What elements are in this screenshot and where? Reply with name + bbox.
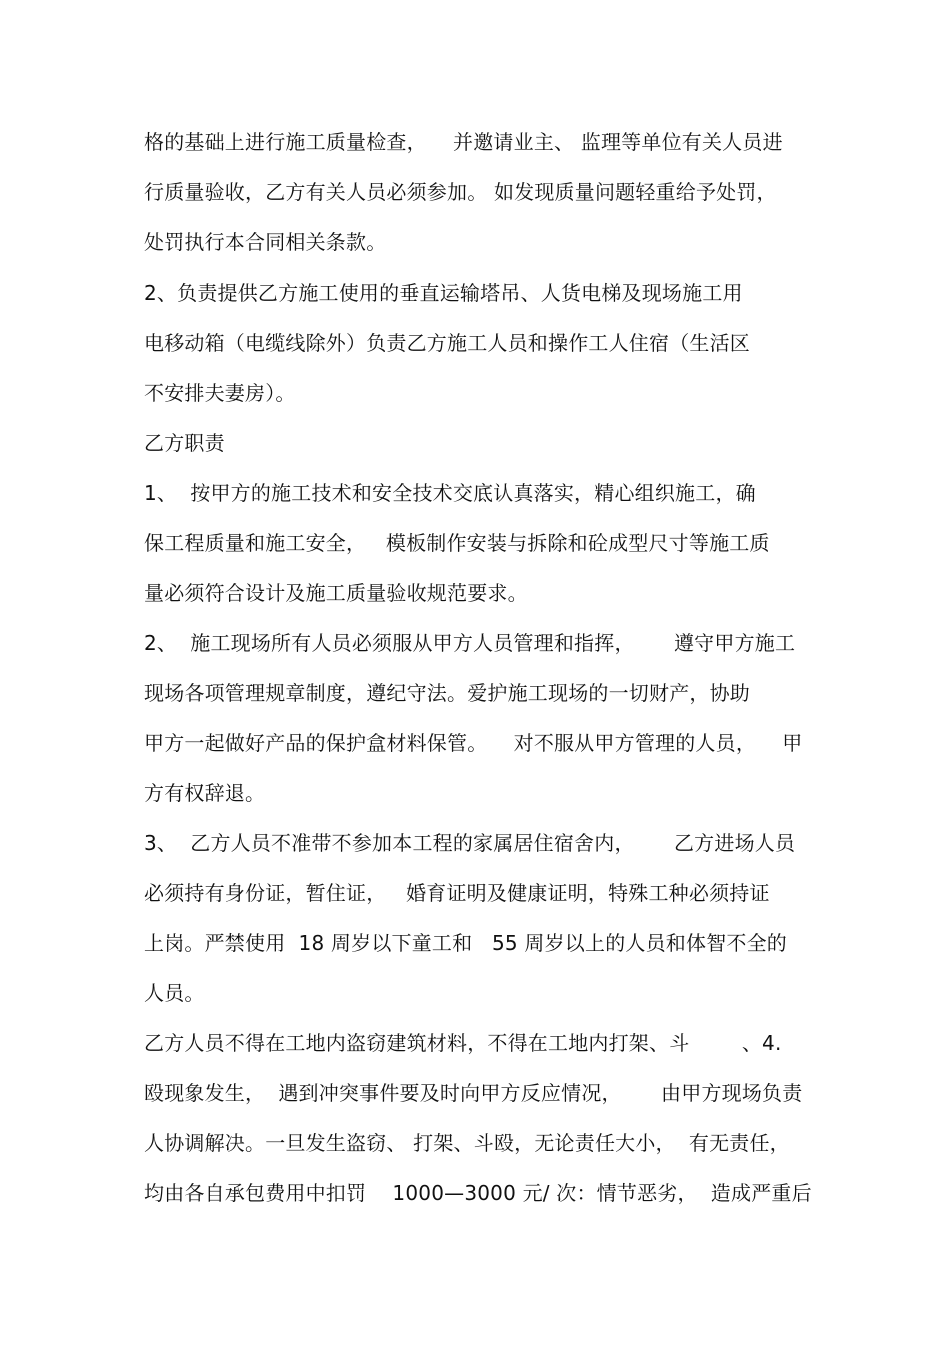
text-line: 3、 乙方人员不准带不参加本工程的家属居住宿舍内， 乙方进场人员: [144, 831, 796, 855]
text-line: 处罚执行本合同相关条款。: [144, 230, 387, 254]
text-line: 人员。: [144, 981, 205, 1005]
text-line: 2、 施工现场所有人员必须服从甲方人员管理和指挥， 遵守甲方施工: [144, 631, 796, 655]
text-line: 乙方人员不得在工地内盗窃建筑材料，不得在工地内打架、斗 、4.: [144, 1031, 782, 1055]
text-line: 殴现象发生， 遇到冲突事件要及时向甲方反应情况， 由甲方现场负责: [144, 1081, 803, 1105]
text-line: 必须持有身份证，暂住证， 婚育证明及健康证明，特殊工种必须持证: [144, 881, 770, 905]
text-line: 上岗。严禁使用 18 周岁以下童工和 55 周岁以上的人员和体智不全的: [144, 931, 787, 955]
text-line: 电移动箱（电缆线除外）负责乙方施工人员和操作工人住宿（生活区: [144, 331, 750, 355]
text-line: 2、负责提供乙方施工使用的垂直运输塔吊、人货电梯及现场施工用: [144, 281, 743, 305]
text-line: 1、 按甲方的施工技术和安全技术交底认真落实，精心组织施工，确: [144, 481, 756, 505]
text-line: 现场各项管理规章制度，遵纪守法。爱护施工现场的一切财产，协助: [144, 681, 750, 705]
section-heading: 乙方职责: [144, 431, 225, 455]
text-line: 人协调解决。一旦发生盗窃、 打架、斗殴，无论责任大小， 有无责任，: [144, 1131, 790, 1155]
text-line: 均由各自承包费用中扣罚 1000—3000 元/ 次：情节恶劣， 造成严重后: [144, 1181, 812, 1205]
text-line: 不安排夫妻房）。: [144, 381, 296, 405]
text-line: 甲方一起做好产品的保护盒材料保管。 对不服从甲方管理的人员， 甲: [144, 731, 803, 755]
text-line: 行质量验收，乙方有关人员必须参加。 如发现质量问题轻重给予处罚，: [144, 180, 777, 204]
text-line: 保工程质量和施工安全， 模板制作安装与拆除和砼成型尺寸等施工质: [144, 531, 770, 555]
text-line: 格的基础上进行施工质量检查， 并邀请业主、 监理等单位有关人员进: [144, 130, 783, 154]
text-line: 量必须符合设计及施工质量验收规范要求。: [144, 581, 528, 605]
text-line: 方有权辞退。: [144, 781, 266, 805]
